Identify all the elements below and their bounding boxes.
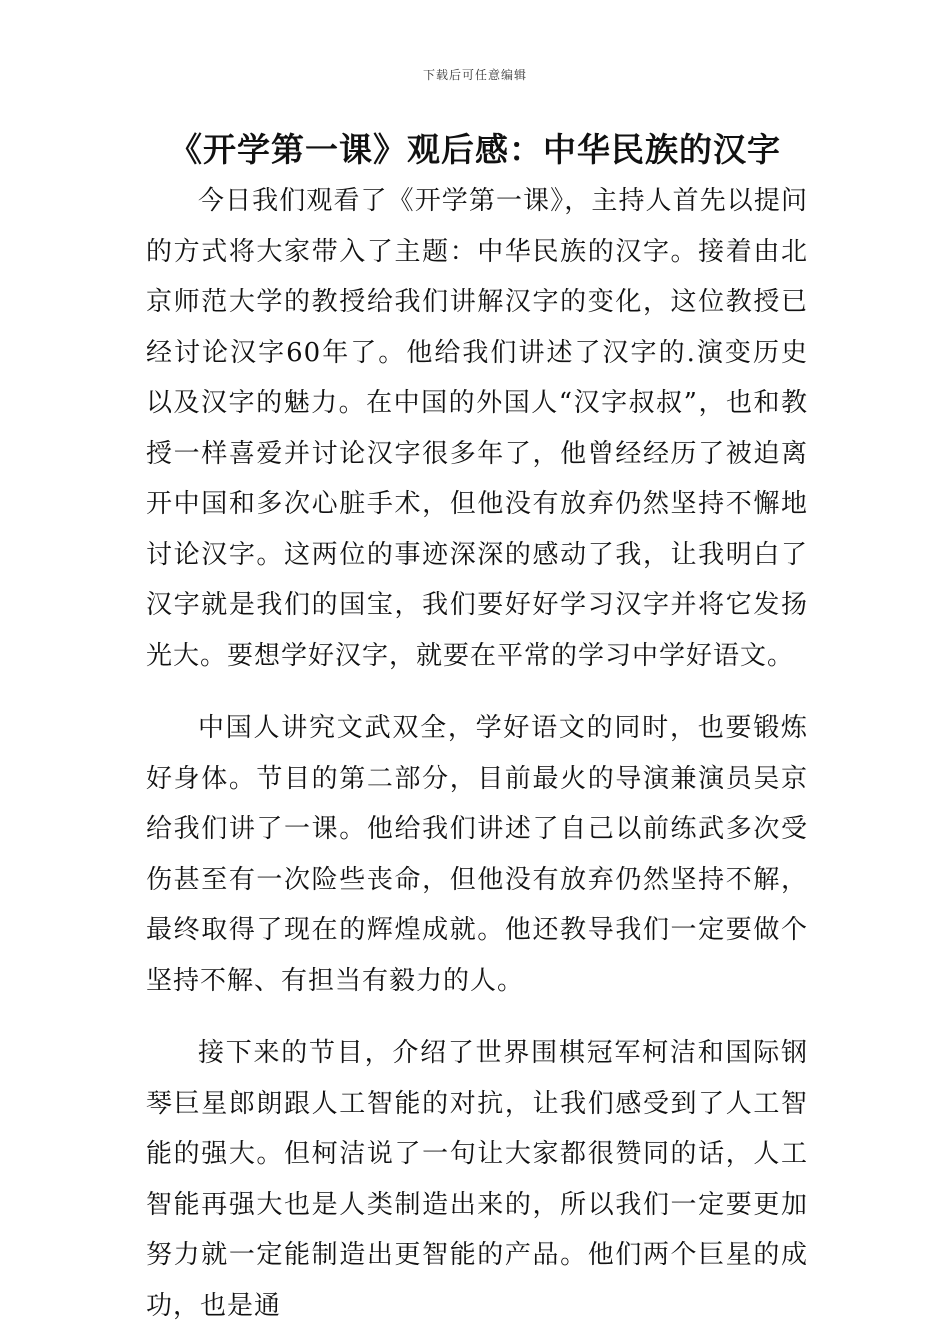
paragraph-gap [146, 1006, 808, 1028]
header-note: 下载后可任意编辑 [422, 68, 527, 82]
paragraph-2: 中国人讲究文武双全，学好语文的同时，也要锻炼好身体。节目的第二部分，目前最火的导演兼演员吴京给我们讲了一课。他给我们讲述了自己以前练武多次受伤甚至有一次险些丧命，但他没有放弃仍然坚持不解，最终取得了现在的辉煌成就。他还教导我们一定要做个坚持不解、有担当有毅力的人。 [146, 713, 808, 996]
document-title: 《开学第一课》观后感：中华民族的汉字 [169, 130, 781, 169]
paragraph-1: 今日我们观看了《开学第一课》，主持人首先以提问的方式将大家带入了主题：中华民族的汉字。接着由北京师范大学的教授给我们讲解汉字的变化，这位教授已经讨论汉字60年了。他给我们讲述了汉字的.演变历史以及汉字的魅力。在中国的外国人“汉字叔叔”，也和教授一样喜爱并讨论汉字很多年了，他曾经经历了被迫离开中国和多次心脏手术，但他没有放弃仍然坚持不懈地讨论汉字。这两位的事迹深深的感动了我，让我明白了汉字就是我们的国宝，我们要好好学习汉字并将它发扬光大。要想学好汉字，就要在平常的学习中学好语文。 [146, 186, 808, 671]
paragraph-gap [146, 681, 808, 703]
paragraph-3: 接下来的节目，介绍了世界围棋冠军柯洁和国际钢琴巨星郎朗跟人工智能的对抗，让我们感受到了人工智能的强大。但柯洁说了一句让大家都很赞同的话，人工智能再强大也是人类制造出来的，所以我们一定要更加努力就一定能制造出更智能的产品。他们两个巨星的成功，也是通 [146, 1038, 808, 1321]
document-body [146, 176, 808, 1331]
